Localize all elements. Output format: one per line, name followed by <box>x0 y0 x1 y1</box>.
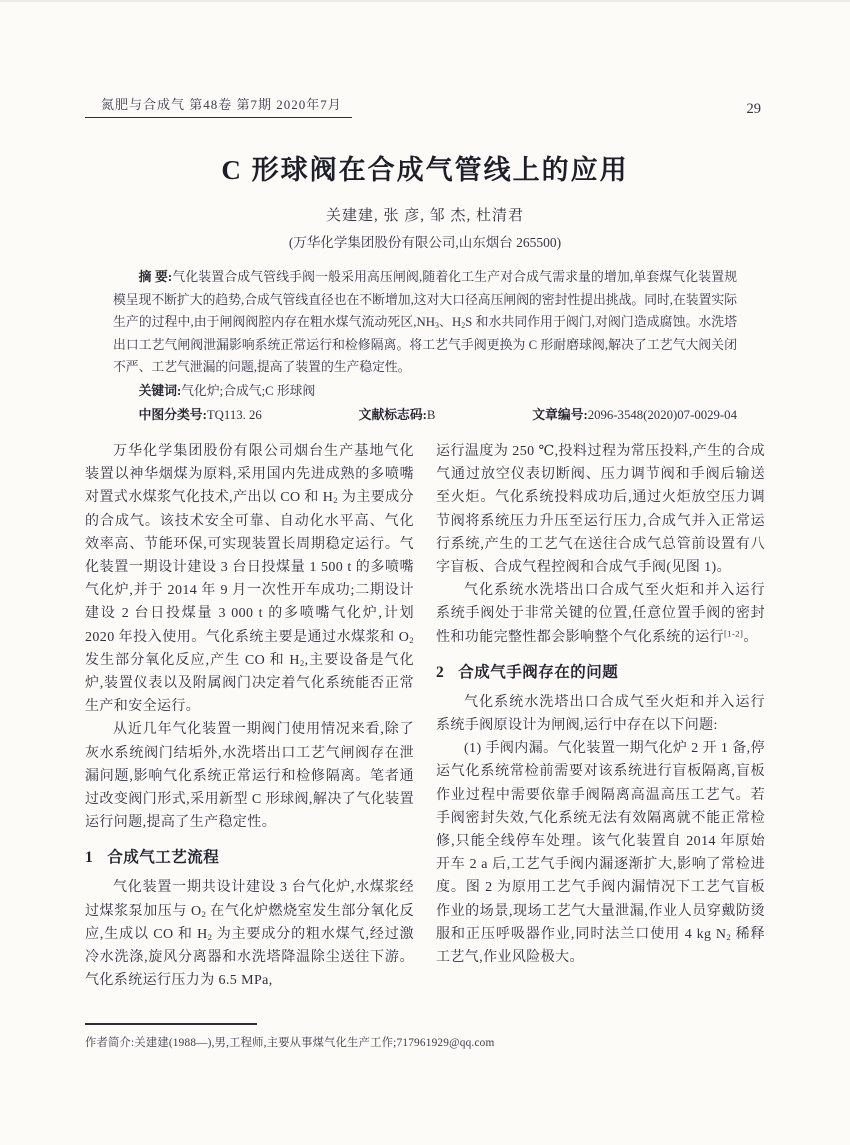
right-column <box>436 440 765 992</box>
clc-label: 中图分类号: <box>138 407 207 422</box>
author-bio: 作者简介:关建建(1988—),男,工程师,主要从事煤气化生产工作;717961929@qq.com <box>85 1036 495 1049</box>
paragraph: 气化装置一期共设计建设 3 台气化炉,水煤浆经过煤浆泵加压与 $O_2$ 在气化炉燃烧室发生部分氧化反应,生成以 CO 和 $H_2$ 为主要成分的粗水煤气,经过激冷水洗涤,旋风分离器和水洗塔降温除尘送往下游。气化系统运行压力为 6.5 MPa, <box>85 880 415 989</box>
article-number <box>532 404 737 427</box>
paragraph: (1) 手阀内漏。气化装置一期气化炉 2 开 1 备,停运气化系统常检前需要对该系统进行盲板隔离,盲板作业过程中需要依靠手阀隔离高温高压工艺气。若手阀密封失效,气化系统无法有效隔离就不能正常检修,只能全线停车处理。该气化装置自 2014 年原始开车 2 a 后,工艺气手阀内漏逐渐扩大,影响了常检进度。图 2 为原用工艺气手阀内漏情况下工艺气盲板作业的场景,现场工艺气大量泄漏,作业人员穿戴防烫服和正压呼吸器作业,同时法兰口使用 4 kg $N_2$ 稀释工艺气,作业风险极大。 <box>436 741 765 966</box>
journal-issue-line: 氮肥与合成气 第48卷 第7期 2020年7月 <box>85 94 352 118</box>
page-number: 29 <box>746 101 761 117</box>
abstract-text: 气化装置合成气管线手阀一般采用高压闸阀,随着化工生产对合成气需求量的增加,单套煤气化装置规模呈现不断扩大的趋势,合成气管线直径也在不断增加,这对大口径高压闸阀的密封性提出挑战。同时,在装置实际生产的过程中,由于闸阀阀腔内存在粗水煤气流动死区$,NH_3$、$H_2S$ 和水共同作用于阀门,对阀门造成腐蚀。水洗塔出口工艺气闸阀泄漏影响系统正常运行和检修隔离。将工艺气手阀更换为 C 形耐磨球阀,解决了工艺气大阀关闭不严、工艺气泄漏的问题,提高了装置的生产稳定性。 <box>113 270 738 375</box>
running-head <box>85 94 765 118</box>
paragraph: 气化系统水洗塔出口合成气至火炬和并入运行系统手阀处于非常关键的位置,任意位置手阀的密封性和功能完整性都会影响整个气化系统的运行[1-2]。 <box>436 583 765 645</box>
footnote-divider <box>85 1023 257 1025</box>
clc-number <box>139 404 262 427</box>
affiliation-line: (万华化学集团股份有限公司,山东烟台 265500) <box>288 235 562 250</box>
left-column <box>85 440 414 992</box>
document-code-label: 文献标志码: <box>358 407 427 422</box>
body-columns <box>85 440 765 992</box>
clc-value: TQ113. 26 <box>206 407 262 422</box>
article-number-value: 2096-3548(2020)07-0029-04 <box>587 407 737 422</box>
keywords-text: 气化炉;合成气;C 形球阀 <box>181 383 316 398</box>
keywords-line <box>113 380 737 403</box>
meta-row <box>113 404 737 427</box>
document-code-value: B <box>426 407 436 422</box>
article-title: C 形球阀在合成气管线上的应用 <box>221 155 629 185</box>
document-code <box>359 404 436 427</box>
paragraph: 万华化学集团股份有限公司烟台生产基地气化装置以神华烟煤为原料,采用国内先进成熟的多喷嘴对置式水煤浆气化技术,产出以 CO 和 $H_2$ 为主要成分的合成气。该技术安全可靠、自动化水平高、气化效率高、节能环保,可实现装置长周期稳定运行。气化装置一期设计建设 3 台日投煤量 1 500 t 的多喷嘴气化炉,并于 2014 年 9 月一次性开车成功;二期设计建设 2 台日投煤量 3 000 t 的多喷嘴气化炉,计划 2020 年投入使用。气化系统主要是通过水煤浆和 $O_2$ 发生部分氧化反应,产生 CO 和 $H_2$,主要设备是气化炉,装置仪表以及附属阀门决定着气化系统能否正常生产和安全运行。 <box>85 443 414 715</box>
abstract-label: 摘 要: <box>138 270 173 284</box>
abstract-paragraph <box>113 266 737 379</box>
footnote <box>85 1023 765 1050</box>
section-heading: 2 合成气手阀存在的问题 <box>436 663 619 681</box>
article-number-label: 文章编号: <box>532 407 588 422</box>
authors-line: 关建建, 张 彦, 邹 杰, 杜清君 <box>325 208 524 224</box>
section-heading: 1 合成气工艺流程 <box>85 849 220 867</box>
paragraph: 从近几年气化装置一期阀门使用情况来看,除了灰水系统阀门结垢外,水洗塔出口工艺气闸阀存在泄漏问题,影响气化系统正常运行和检修隔离。笔者通过改变阀门形式,采用新型 C 形球阀,解决了气化装置运行问题,提高了生产稳定性。 <box>85 722 414 831</box>
paragraph: 气化系统水洗塔出口合成气至火炬和并入运行系统手阀原设计为闸阀,运行中存在以下问题: <box>436 694 765 733</box>
paragraph: 运行温度为 250 ℃,投料过程为常压投料,产生的合成气通过放空仪表切断阀、压力调节阀和手阀后输送至火炬。气化系统投料成功后,通过火炬放空压力调节阀将系统压力升压至运行压力,合成气并入正常运行系统,产生的工艺气在送往合成气总管前设置有八字盲板、合成气程控阀和合成气手阀(见图 1)。 <box>436 443 765 575</box>
keywords-label: 关键词: <box>138 383 182 398</box>
